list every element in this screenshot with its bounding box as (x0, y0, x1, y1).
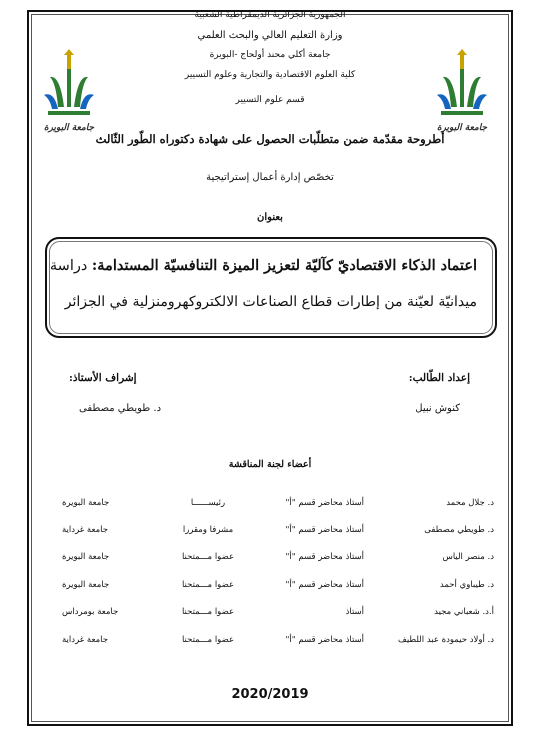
committee-row (62, 571, 494, 598)
member-rank: أستاذ محاضر قسم "أ" (285, 525, 364, 536)
member-role: عضوا مـــمتحنا (181, 579, 235, 590)
member-rank: أستاذ محاضر قسم "أ" (285, 497, 364, 508)
specialty: تخصّص إدارة أعمال إستراتيجية (206, 172, 334, 183)
member-university: جامعة بومرداس (62, 607, 119, 618)
thesis-title-rest: دراسة (49, 258, 92, 274)
member-name: د. طيباوي أحمد (439, 579, 494, 590)
committee-table (62, 489, 494, 653)
member-rank: أستاذ محاضر قسم "أ" (285, 579, 364, 590)
member-name: د. طويطي مصطفى (424, 525, 494, 536)
member-university: جامعة غرداية (62, 525, 108, 536)
member-name: د. جلال محمد (446, 497, 494, 508)
thesis-description: أطروحة مقدّمة ضمن متطلّبات الحصول على شهادة دكتوراه الطّور الثّالث (95, 132, 445, 146)
titled-label: بعنوان (257, 212, 283, 223)
header-department: قسم علوم التسيير (235, 95, 305, 105)
logo-caption: جامعة البويرة (436, 123, 488, 133)
committee-title: أعضاء لجنة المناقشة (228, 459, 312, 470)
header-faculty: كلية العلوم الاقتصادية والتجارية وعلوم التسيير (184, 70, 356, 80)
committee-row (62, 489, 494, 516)
committee-row (62, 544, 494, 571)
member-university: جامعة غرداية (62, 634, 108, 645)
academic-year: 2020/2019 (231, 687, 309, 702)
member-role: عضوا مـــمتحنا (181, 607, 235, 618)
thesis-title-line2: ميدانيّة لعيّنة من إطارات قطاع الصناعات الالكتروكهرومنزلية في الجزائر (64, 294, 477, 310)
member-name: د. أولاد حيمودة عبد اللطيف (398, 634, 494, 645)
member-university: جامعة البويرة (62, 552, 110, 563)
member-role: عضوا مـــمتحنا (181, 552, 235, 563)
header-republic: الجمهورية الجزائرية الديمقراطية الشعبية (194, 10, 346, 20)
title-box (45, 237, 497, 338)
committee-row (62, 626, 494, 653)
member-name: أ.د. شعباني مجيد (434, 607, 494, 618)
member-rank: أستاذ محاضر قسم "أ" (285, 552, 364, 563)
committee-row (62, 599, 494, 626)
member-rank: أستاذ محاضر قسم "أ" (285, 634, 364, 645)
supervisor-label: إشراف الأستاذ: (69, 372, 137, 384)
member-university: جامعة البويرة (62, 497, 110, 508)
member-rank: أستاذ (345, 607, 364, 618)
logo-caption: جامعة البويرة (43, 123, 95, 133)
header-university: جامعة أكلي محند أولحاج -البويرة (209, 50, 331, 60)
student-name: كنوش نبيل (415, 403, 460, 414)
member-university: جامعة البويرة (62, 579, 110, 590)
member-role: عضوا مـــمتحنا (181, 634, 235, 645)
member-role: مشرفا ومقررا (182, 525, 234, 536)
thesis-title-line1 (49, 257, 477, 274)
member-role: رئيســــــا (190, 497, 226, 508)
committee-row (62, 516, 494, 543)
header-ministry: وزارة التعليم العالي والبحث العلمي (197, 30, 343, 41)
supervisor-name: د. طويطي مصطفى (79, 403, 162, 414)
member-name: د. منصر الياس (442, 552, 494, 563)
thesis-title-main: اعتماد الذكاء الاقتصاديّ كآليّة لتعزيز الميزة التنافسيّة المستدامة: (91, 257, 477, 274)
student-label: إعداد الطّالب: (408, 372, 470, 384)
title-box-inner (49, 241, 493, 334)
